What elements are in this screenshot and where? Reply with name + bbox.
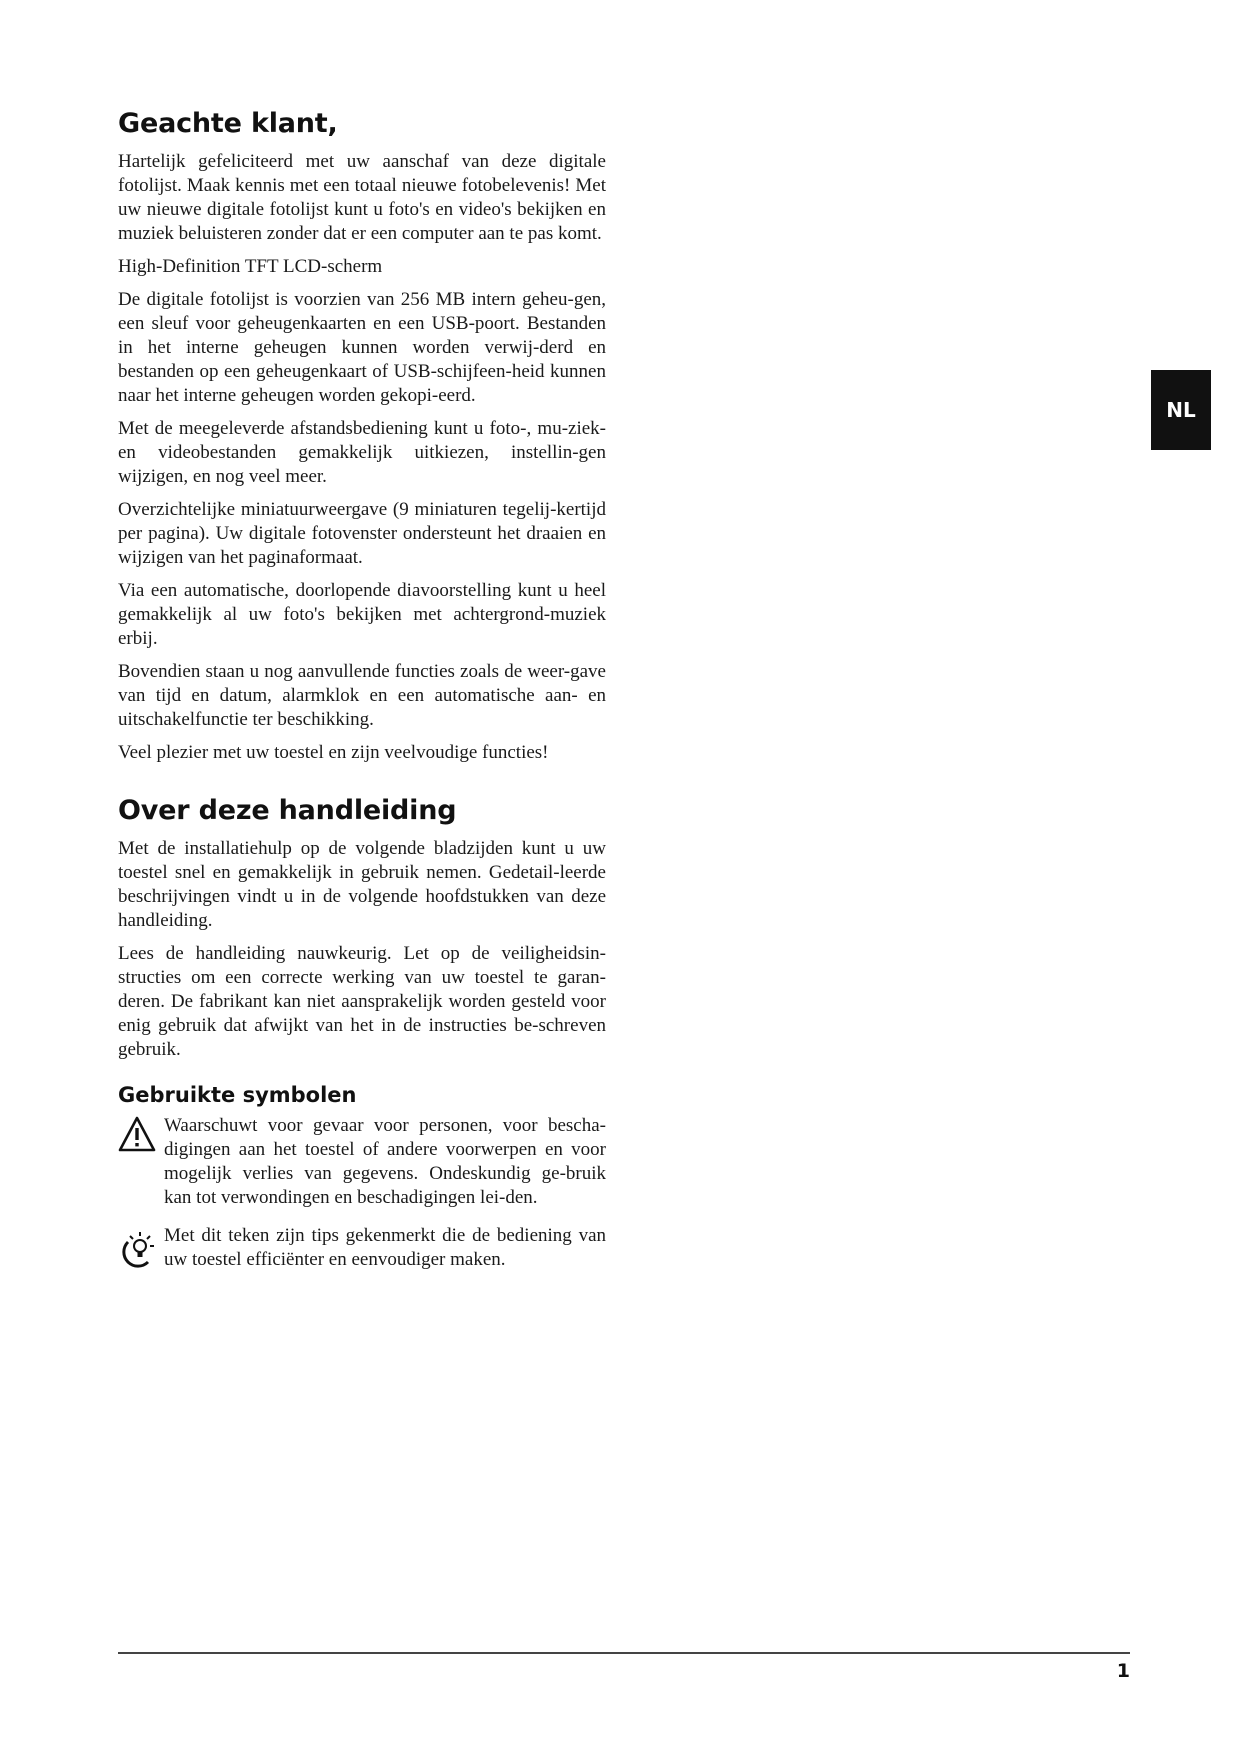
language-tab: NL [1151,370,1211,450]
warning-triangle-icon [118,1114,164,1157]
warning-text: Waarschuwt voor gevaar voor personen, voor bescha-digingen aan het toestel of andere voorwerpen en voor mogelijk verlies van gegevens. Ondeskundig ge-bruik kan tot verwondingen en beschadigingen lei-den. [164,1115,606,1208]
remote-paragraph: Met de meegeleverde afstandsbediening kunt u foto-, mu-ziek- en videobestanden gemakkelijk uitkiezen, instellin-gen wijzigen, en nog veel meer. [118,418,606,487]
symbols-heading: Gebruikte symbolen [118,1083,357,1107]
intro-paragraph: Hartelijk gefeliciteerd met uw aanschaf van deze digitale fotolijst. Maak kennis met een totaal nieuwe fotobelevenis! Met uw nieuwe digitale fotolijst kunt u foto's en video's bekijken en muziek beluisteren zonder dat er een computer aan te pas komt. [118,151,606,244]
thumbnail-paragraph: Overzichtelijke miniatuurweergave (9 miniaturen tegelij-kertijd per pagina). Uw digitale fotovenster ondersteunt het draaien en wijzigen van het paginaformaat. [118,499,606,568]
slideshow-paragraph: Via een automatische, doorlopende diavoorstelling kunt u heel gemakkelijk al uw foto's bekijken met achtergrond-muziek erbij. [118,580,606,649]
main-column [118,108,606,1287]
memory-paragraph: De digitale fotolijst is voorzien van 256 MB intern geheu-gen, een sleuf voor geheugenkaarten en een USB-poort. Bestanden in het interne geheugen kunnen worden verwij-derd en bestanden op een geheugenkaart of USB-schijfeen-heid kunnen naar het interne geheugen worden gekopi-eerd. [118,289,606,406]
section-title-handleiding: Over deze handleiding [118,795,457,826]
extra-functions-paragraph: Bovendien staan u nog aanvullende functies zoals de weer-gave van tijd en datum, alarmklok en een automatische aan- en uitschakelfunctie ter beschikking. [118,661,606,730]
warning-symbol-row [118,1114,606,1210]
page-number: 1 [1116,1660,1130,1682]
section-title-geachte-klant: Geachte klant, [118,108,338,139]
safety-paragraph: Lees de handleiding nauwkeurig. Let op de veiligheidsin-structies om een correcte werking van uw toestel te garan-deren. De fabrikant kan niet aansprakelijk worden gesteld voor enig gebruik dat afwijkt van het in de instructies be-schreven gebruik. [118,943,606,1060]
closing-paragraph: Veel plezier met uw toestel en zijn veelvoudige functies! [118,742,549,763]
installation-paragraph: Met de installatiehulp op de volgende bladzijden kunt u uw toestel snel en gemakkelijk in gebruik nemen. Gedetail-leerde beschrijvingen vindt u in de volgende hoofdstukken van deze handleiding. [118,838,606,931]
feature-heading-lcd: High-Definition TFT LCD-scherm [118,256,383,277]
tip-symbol-row [118,1224,606,1273]
footer-divider [118,1652,1130,1654]
lightbulb-tip-icon [118,1224,164,1273]
tip-text: Met dit teken zijn tips gekenmerkt die de bediening van uw toestel efficiënter en eenvoudiger maken. [164,1225,606,1270]
